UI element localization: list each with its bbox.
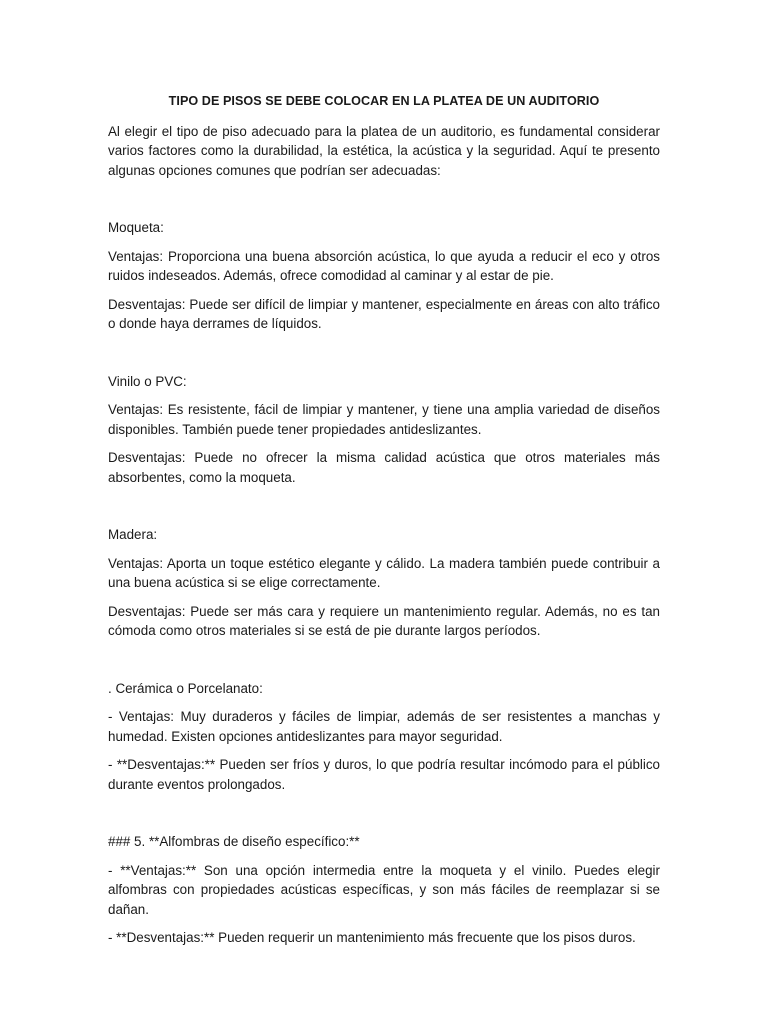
section-heading-alfombras: ### 5. **Alfombras de diseño específico:** <box>108 834 360 849</box>
section-cons-ceramica: - **Desventajas:** Pueden ser fríos y duros, lo que podría resultar incómodo para el público durante eventos prolongados. <box>108 757 660 792</box>
section-heading-vinilo: Vinilo o PVC: <box>108 373 187 389</box>
section-pros-alfombras: - **Ventajas:** Son una opción intermedia entre la moqueta y el vinilo. Puedes elegir alfombras con propiedades acústicas específicas, y son más fáciles de reemplazar si se dañan. <box>108 862 660 917</box>
section-pros-moqueta: Ventajas: Proporciona una buena absorción acústica, lo que ayuda a reducir el eco y otros ruidos indeseados. Además, ofrece comodidad al caminar y al estar de pie. <box>108 248 660 283</box>
section-heading-madera: Madera: <box>108 527 158 542</box>
intro-paragraph: Al elegir el tipo de piso adecuado para la platea de un auditorio, es fundamental considerar varios factores como la durabilidad, la estética, la acústica y la seguridad. Aquí te presento algunas opciones comunes que podrían ser adecuadas: <box>108 123 660 178</box>
section-cons-alfombras: - **Desventajas:** Pueden requerir un mantenimiento más frecuente que los pisos duros. <box>108 930 636 945</box>
section-heading-ceramica: . Cerámica o Porcelanato: <box>108 680 263 696</box>
document-title: TIPO DE PISOS SE DEBE COLOCAR EN LA PLATEA DE UN AUDITORIO <box>168 94 600 108</box>
section-heading-moqueta: Moqueta: <box>108 220 164 235</box>
section-cons-moqueta: Desventajas: Puede ser difícil de limpiar y mantener, especialmente en áreas con alto tráfico o donde haya derrames de líquidos. <box>108 296 660 331</box>
section-pros-madera: Ventajas: Aporta un toque estético elegante y cálido. La madera también puede contribuir a una buena acústica si se elige correctamente. <box>108 555 660 590</box>
section-pros-vinilo: Ventajas: Es resistente, fácil de limpiar y mantener, y tiene una amplia variedad de diseños disponibles. También puede tener propiedades antideslizantes. <box>108 402 660 437</box>
section-pros-ceramica: - Ventajas: Muy duraderos y fáciles de limpiar, además de ser resistentes a manchas y humedad. Existen opciones antideslizantes para mayor seguridad. <box>108 709 660 744</box>
section-cons-madera: Desventajas: Puede ser más cara y requiere un mantenimiento regular. Además, no es tan cómoda como otros materiales si se está de pie durante largos períodos. <box>108 603 660 638</box>
section-cons-vinilo: Desventajas: Puede no ofrecer la misma calidad acústica que otros materiales más absorbentes, como la moqueta. <box>108 450 660 485</box>
